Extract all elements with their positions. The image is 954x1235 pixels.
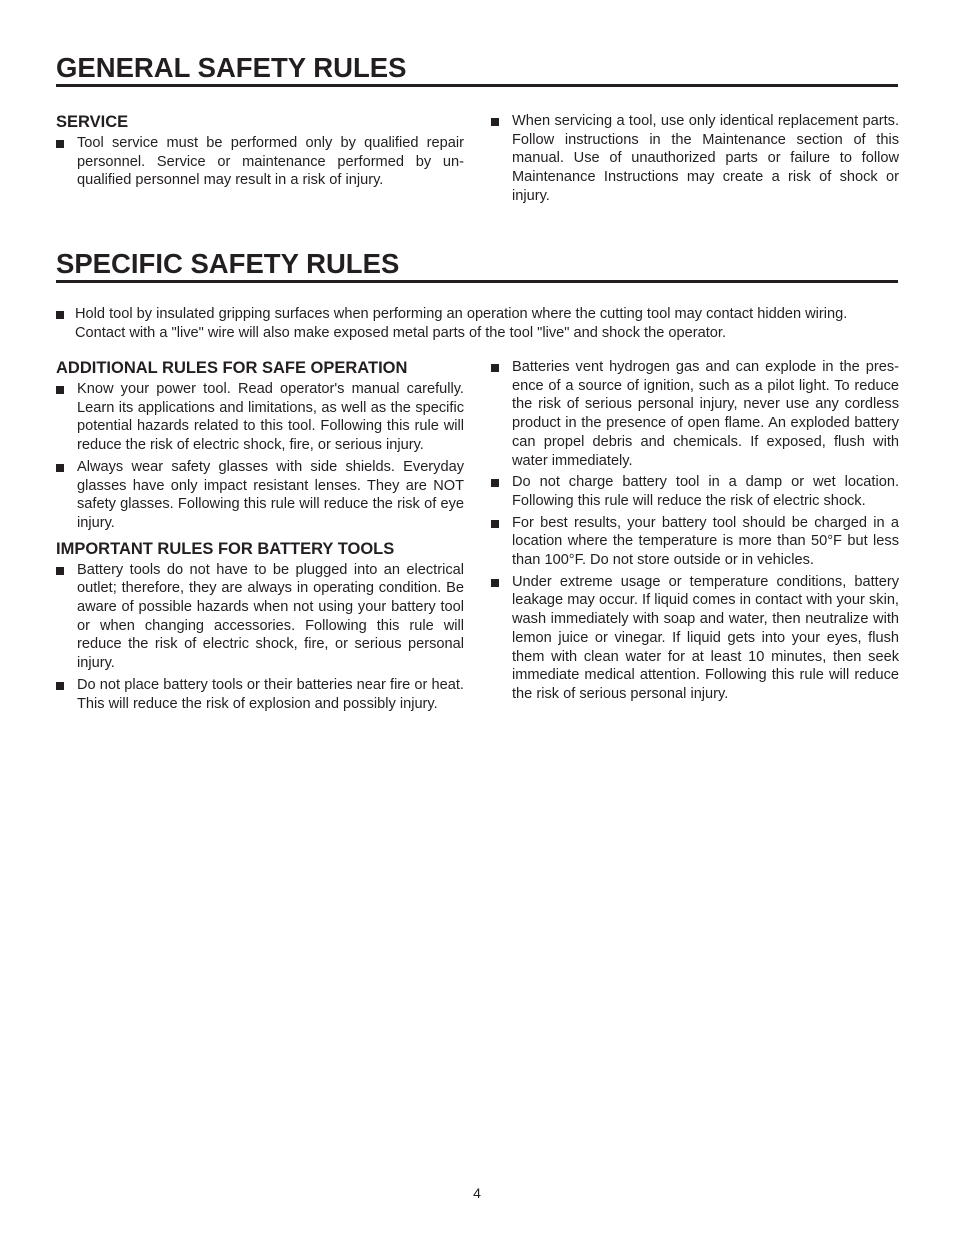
- additional-rules-heading: ADDITIONAL RULES FOR SAFE OPERATION: [56, 359, 408, 377]
- service-item-text: Tool service must be performed only by qualified repair personnel. Service or maintenance performed by unqualified personnel may result in a risk of injury.: [77, 135, 464, 189]
- square-bullet-icon: [56, 567, 64, 575]
- square-bullet-icon: [56, 311, 64, 319]
- square-bullet-icon: [56, 464, 64, 472]
- square-bullet-icon: [491, 118, 499, 126]
- square-bullet-icon: [56, 140, 64, 148]
- right-column: [491, 358, 899, 707]
- battery-item-text: Under extreme usage or temperature conditions, battery leakage may occur. If liquid comes in contact with your skin, wash immediately with soap and water, then neutralize with lemon juice or vinegar. If liquid gets into your eyes, flush them with clean water for at least 10 minutes, then seek immediate medical attention. Following this rule will reduce the risk of serious personal injury.: [512, 573, 899, 702]
- battery-rules-heading: IMPORTANT RULES FOR BATTERY TOOLS: [56, 539, 395, 558]
- list-item: [56, 561, 464, 673]
- square-bullet-icon: [491, 579, 499, 587]
- list-item: [56, 134, 464, 190]
- additional-item-text: Know your power tool. Read operator's manual carefully. Learn its applications and limitations, as well as the specific potential hazards related to this tool. Following this rule will reduce the risk of electric shock, fire, or serious injury.: [77, 381, 464, 454]
- general-safety-rules-title: GENERAL SAFETY RULES: [56, 53, 898, 87]
- list-item: [491, 514, 899, 570]
- square-bullet-icon: [491, 520, 499, 528]
- intro-rules: [56, 305, 876, 345]
- service-section: [56, 112, 464, 193]
- service-item-text: When servicing a tool, use only identical replacement parts. Follow instructions in the Maintenance section of this manual. Use of unauthorized parts or failure to follow Maintenance Instructions may create a risk of shock or injury.: [512, 113, 899, 204]
- list-item: [56, 380, 464, 455]
- battery-item-text: Do not place battery tools or their batteries near fire or heat. This will reduce the risk of explosion and possibly injury.: [77, 676, 464, 712]
- intro-item-text: Hold tool by insulated gripping surfaces when performing an operation where the cutting tool may contact hidden wiring. Contact with a "live" wire will also make exposed metal parts of the tool "live" and shock the operator.: [75, 306, 848, 341]
- left-column: [56, 358, 464, 716]
- battery-item-text: For best results, your battery tool should be charged in a location where the temperature is more than 50°F but less than 100°F. Do not store outside or in vehicles.: [512, 514, 899, 569]
- square-bullet-icon: [56, 682, 64, 690]
- service-heading: SERVICE: [56, 113, 129, 131]
- battery-item-text: Battery tools do not have to be plugged into an electrical outlet; therefore, they are always in operating condition. Be aware of possible hazards when not using your battery tool or when changing accessories. Following this rule will reduce the risk of electric shock, fire, or serious personal injury.: [77, 561, 464, 672]
- list-item: [491, 358, 899, 470]
- list-item: [491, 573, 899, 704]
- square-bullet-icon: [491, 479, 499, 487]
- list-item: [56, 458, 464, 533]
- specific-safety-rules-title: SPECIFIC SAFETY RULES: [56, 249, 898, 283]
- list-item: [491, 473, 899, 510]
- list-item: [491, 112, 899, 206]
- list-item: [56, 305, 876, 342]
- square-bullet-icon: [56, 386, 64, 394]
- additional-item-text: Always wear safety glasses with side shields. Everyday glasses have only impact resistant lenses. They are NOT safety glasses. Following this rule will reduce the risk of eye injury.: [77, 458, 464, 531]
- square-bullet-icon: [491, 364, 499, 372]
- battery-item-text: Do not charge battery tool in a damp or wet location. Following this rule will reduce the risk of electric shock.: [512, 474, 899, 509]
- battery-item-text: Batteries vent hydrogen gas and can explode in the presence of a source of ignition, such as a pilot light. To reduce the risk of serious personal injury, never use any cordless product in the presence of open flame. An exploded battery can propel debris and chemicals. If exposed, flush with water immediately.: [512, 359, 899, 469]
- page-number: 4: [473, 1185, 481, 1201]
- service-section-continued: [491, 112, 899, 209]
- list-item: [56, 676, 464, 713]
